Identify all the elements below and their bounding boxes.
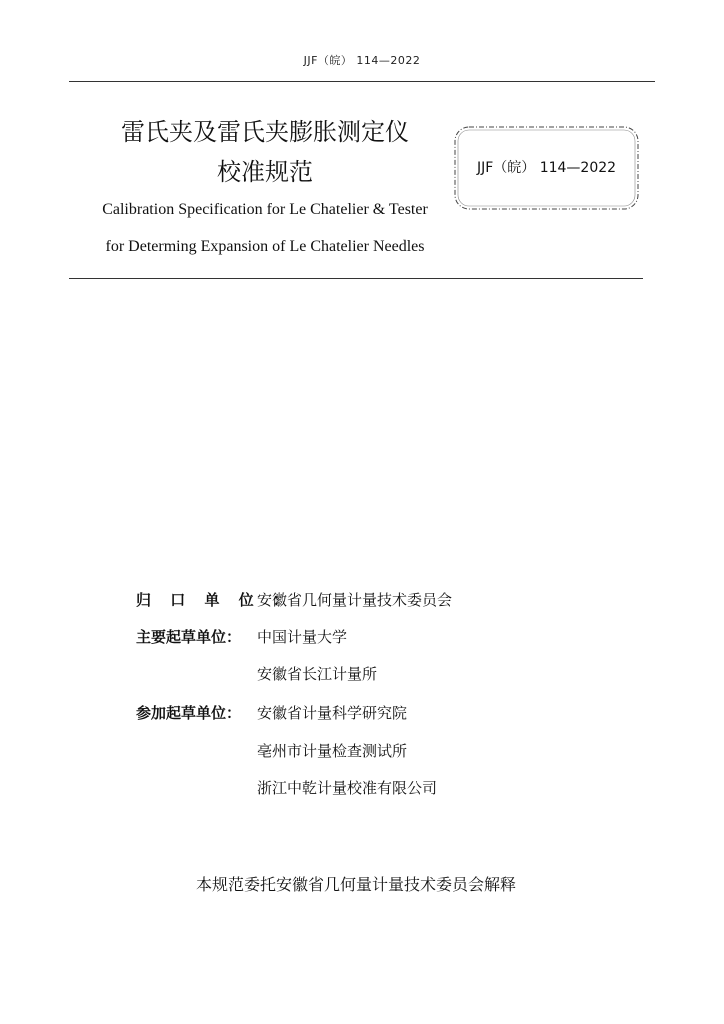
spec-code-box [452, 124, 641, 212]
participating-drafting-unit: 安徽省计量科学研究院 [257, 704, 408, 722]
participating-drafting-unit: 亳州市计量检查测试所 [257, 742, 408, 760]
interpretation-note: 本规范委托安徽省几何量计量技术委员会解释 [195, 875, 516, 894]
spec-code-text: JJF（皖） 114—2022 [476, 160, 617, 176]
header-rule [69, 81, 655, 82]
title-en-line2: for Determing Expansion of Le Chatelier Needles [105, 238, 425, 255]
participating-drafting-unit: 浙江中乾计量校准有限公司 [257, 779, 438, 797]
responsible-unit-value: 安徽省几何量计量技术委员会 [257, 591, 453, 609]
responsible-unit-label: 归 口 单 位 ： [136, 591, 295, 609]
main-drafting-unit: 安徽省长江计量所 [257, 665, 378, 683]
participating-drafting-row [136, 703, 408, 723]
responsible-unit-row [136, 590, 453, 610]
main-drafting-label: 主要起草单位： [136, 628, 242, 646]
main-drafting-unit: 中国计量大学 [257, 628, 348, 646]
title-rule [69, 278, 643, 279]
title-cn-line1: 雷氏夹及雷氏夹膨胀测定仪 [121, 118, 409, 146]
title-en-line1: Calibration Specification for Le Chatelier & Tester [102, 201, 428, 218]
running-header-code: JJF（皖） 114—2022 [303, 54, 421, 67]
participating-drafting-label: 参加起草单位： [136, 704, 242, 722]
main-drafting-row [136, 627, 348, 647]
title-cn-line2: 校准规范 [217, 158, 313, 186]
